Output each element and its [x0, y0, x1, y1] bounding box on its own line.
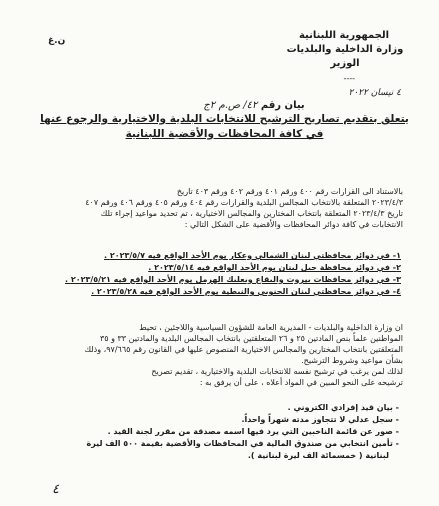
requirement-item: - تأمين انتخابي من صندوق المالية في المحافظات والأقضية بقيمة ٥٠٠ الف ليرة: [86, 439, 399, 448]
notice-line: لذلك لمن يرغب في ترشيح نفسه للانتخابات البلدية والاختيارية ، تقديم تصريح: [151, 367, 403, 376]
schedule-item: ٣- في دوائر محافظات بيروت والبقاع وبعلبك الهرمل يوم الأحد الواقع فيه ٢٠٢٣/٥/٢١ .: [65, 275, 401, 284]
schedule-item: ١- في دوائر محافظتي لبنان الشمالي وعكار يوم الأحد الواقع فيه ٢٠٢٣/٥/٧ .: [103, 251, 401, 260]
notice-line: بشأن مواعيد وشروط الترشيح.: [301, 356, 403, 365]
statement-prefix: بيان رقم: [260, 100, 305, 111]
reference-code: ن.غ: [48, 36, 66, 46]
statement-number-line: [129, 100, 379, 111]
requirement-item: - سجل عدلي لا تتجاوز مدته شهراً واحداً.: [241, 415, 399, 424]
intro-paragraph: [48, 186, 403, 230]
intro-line: تاريخ ٢٠٢٣/٤/٣ المتعلقة بانتخاب المختارين والمجالس الاختيارية ، تم تحديد مواعيد إجراء تلك: [100, 209, 403, 218]
page-number: ٤: [52, 482, 59, 497]
document-date: ٤ نيسان ٢٠٢٢: [348, 88, 401, 98]
notice-line: المتعلقتين بانتخاب المختارين والمجالس الاختيارية المنصوص عليها في القانون رقم ٩٧/٦٦٥، وذلك: [84, 345, 403, 354]
intro-line: الانتخابات في كافة دوائر المحافظات والأقضية على الشكل التالي :: [184, 220, 403, 229]
requirement-item: - بيان قيد إفرادي الكتروني .: [287, 403, 399, 412]
notice-line: ترشيحه على النحو المبين في المواد أعلاه ، على أن يرفق به :: [199, 378, 403, 387]
notice-paragraph: [48, 322, 403, 388]
election-schedule-list: [52, 250, 401, 298]
requirement-item: - صور عن قائمة الناخبين التي يرد فيها اسمه مصدقة من مقرر لجنة القيد .: [107, 427, 399, 436]
notice-line: ان وزارة الداخلية والبلديات - المديرية العامة للشؤون السياسية واللاجئين ، تحيط: [139, 323, 403, 332]
schedule-item: ٤- في دوائر محافظتي لبنان الجنوبي والنبطية يوم الأحد الواقع فيه ٢٠٢٣/٥/٢٨ .: [91, 287, 401, 296]
statement-number: ٤٢/ ص.م: [218, 100, 258, 111]
minister-heading: الوزير: [330, 58, 360, 69]
subject-line-1: يتعلق بتقديم تصاريح الترشيح للانتخابات البلدية والاختيارية والرجوع عنها: [40, 113, 409, 125]
header-divider: ----: [343, 74, 355, 83]
statement-hand-mark: ٢ج: [203, 100, 216, 111]
notice-line: المواطنين علماً بنص المادتين ٢٥ و ٢٦ المتعلقتين بانتخاب المجالس البلدية والمادتين ٣٣ و ٣٥: [99, 334, 403, 343]
ministry-heading: وزارة الداخلية والبلديات: [286, 44, 404, 55]
intro-line: ٢٠٢٣/٤/٣ المتعلقة بالانتخاب المجالس البلدية والقرارات رقم ٤٠٤ ورقم ٤٠٥ ورقم ٤٠٦ ورقم ٤٠٧: [85, 198, 403, 207]
republic-heading: الجمهورية اللبنانية: [298, 30, 390, 41]
requirement-item: لبنانية ( خمسمائة الف ليرة لبنانية ).: [247, 451, 389, 460]
schedule-item: ٢- في دوائر محافظة جبل لبنان يوم الأحد الواقع فيه ٢٠٢٣/٥/١٤ .: [148, 263, 401, 272]
requirements-list: [60, 402, 399, 462]
subject-line-2: في كافة المحافظات والأقضية اللبنانية: [125, 128, 324, 140]
intro-line: بالاستناد الى القرارات رقم ٤٠٠ ورقم ٤٠١ ورقم ٤٠٢ ورقم ٤٠٣ تاريخ: [176, 187, 403, 196]
